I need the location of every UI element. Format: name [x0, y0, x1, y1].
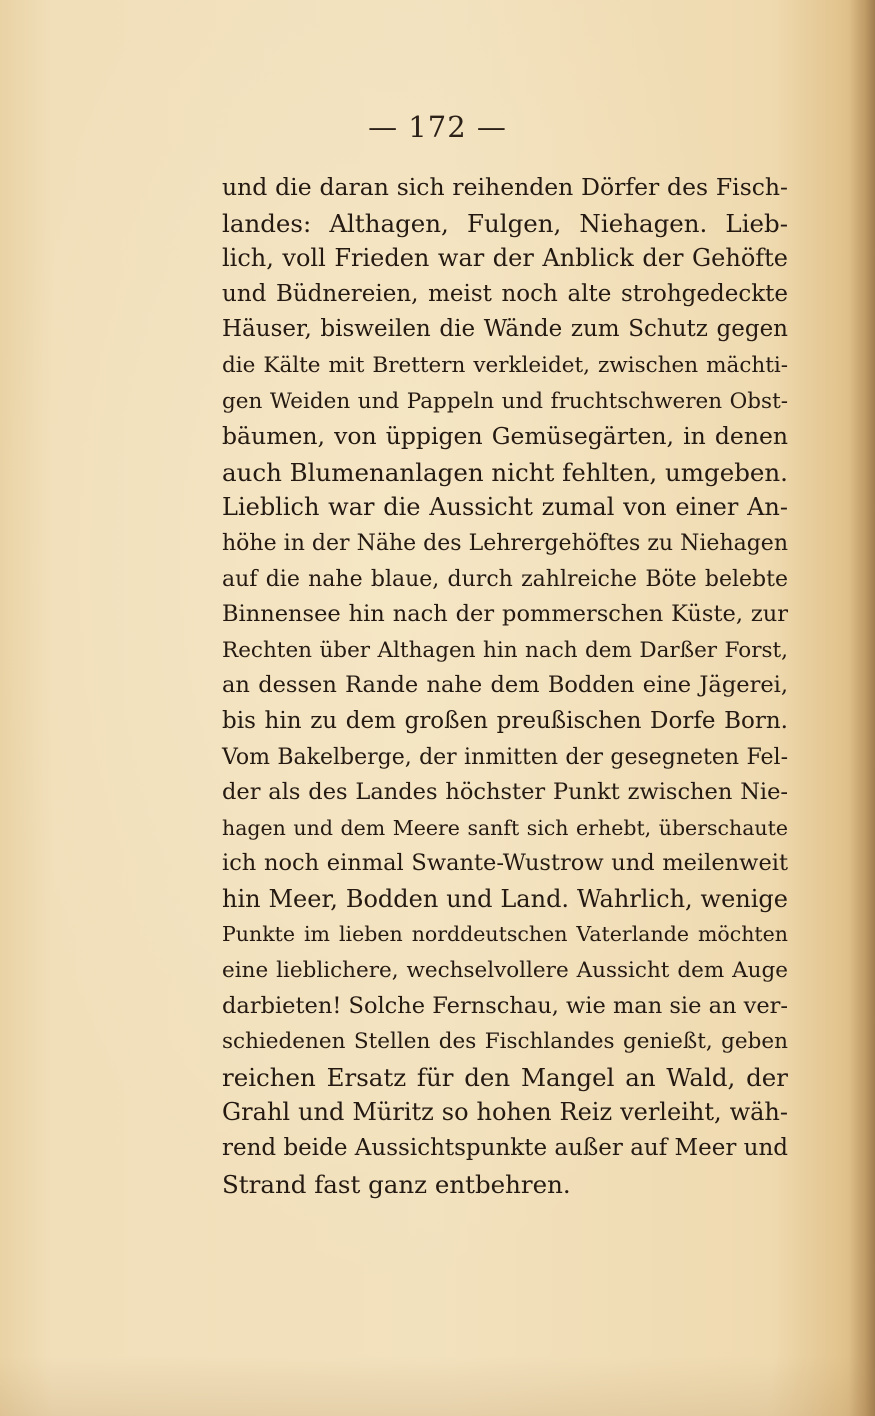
text-line: landes: Althagen, Fulgen, Niehagen. Lieb- [222, 208, 788, 238]
text-line: Lieblich war die Aussicht zumal von einer An- [222, 493, 788, 522]
text-line: Punkte im lieben norddeutschen Vaterlande möchten [222, 922, 788, 947]
text-line: an dessen Rande nahe dem Bodden eine Jägerei, [222, 672, 788, 699]
text-line: der als des Landes höchster Punkt zwischen Nie- [222, 779, 788, 806]
text-line: die Kälte mit Brettern verkleidet, zwischen mächti- [222, 352, 788, 378]
text-line: Rechten über Althagen hin nach dem Darßer Forst, [222, 637, 788, 663]
text-line: bis hin zu dem großen preußischen Dorfe Born. [222, 707, 788, 734]
text-line: hin Meer, Bodden und Land. Wahrlich, wenige [222, 884, 788, 913]
text-line: Häuser, bisweilen die Wände zum Schutz gegen [222, 316, 788, 343]
text-line: schiedenen Stellen des Fischlandes genießt, geben [222, 1029, 788, 1055]
text-line: höhe in der Nähe des Lehrergehöftes zu Niehagen [222, 530, 788, 556]
text-line: ich noch einmal Swante-Wustrow und meilenweit [222, 850, 788, 877]
text-line: und die daran sich reihenden Dörfer des Fisch- [222, 173, 788, 201]
page-number: — 172 — [368, 110, 507, 144]
text-line: Vom Bakelberge, der inmitten der gesegneten Fel- [222, 744, 788, 770]
text-line: eine lieblichere, wechselvollere Aussicht dem Auge [222, 958, 788, 984]
page-bottom-shadow [0, 1356, 875, 1416]
text-line: Strand fast ganz entbehren. [222, 1169, 571, 1199]
text-line: Binnensee hin nach der pommerschen Küste, zur [222, 601, 788, 628]
text-line: reichen Ersatz für den Mangel an Wald, der [222, 1062, 788, 1092]
text-line: rend beide Aussichtspunkte außer auf Meer und [222, 1135, 788, 1162]
text-line: Grahl und Müritz so hohen Reiz verleiht, wäh- [222, 1098, 788, 1127]
text-line: hagen und dem Meere sanft sich erhebt, überschaute [222, 815, 788, 840]
text-line: auch Blumenanlagen nicht fehlten, umgeben. [222, 457, 788, 487]
text-line: darbieten! Solche Fernschau, wie man sie an ver- [222, 992, 789, 1019]
text-line: lich, voll Frieden war der Anblick der Gehöfte [222, 244, 788, 273]
text-line: und Büdnereien, meist noch alte strohgedeckte [222, 280, 788, 307]
body-text [222, 170, 788, 1202]
text-line: auf die nahe blaue, durch zahlreiche Böte belebte [222, 566, 788, 592]
text-line: gen Weiden und Pappeln und fruchtschweren Obst- [222, 388, 788, 414]
text-line: bäumen, von üppigen Gemüsegärten, in denen [222, 422, 788, 451]
page-edge-shadow [849, 0, 875, 1416]
